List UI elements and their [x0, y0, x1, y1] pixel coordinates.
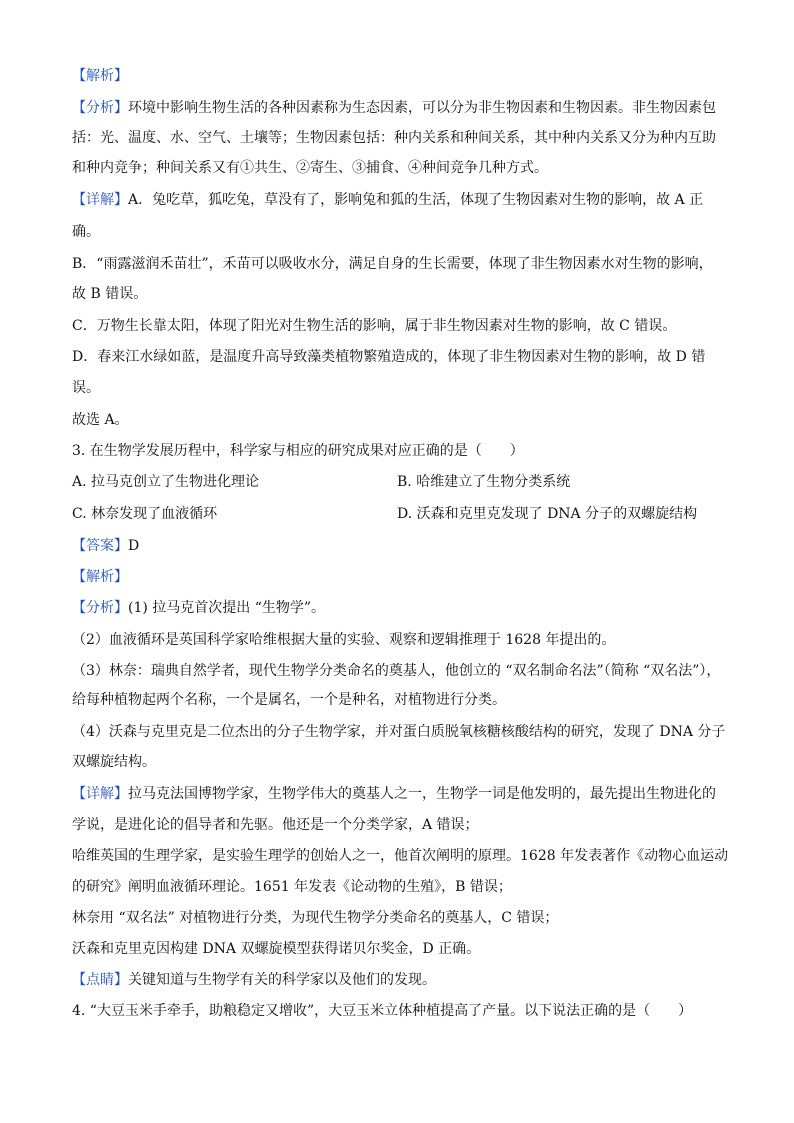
analysis-text: 环境中影响生物生活的各种因素称为生态因素，可以分为非生物因素和生物因素。非生物因素包 — [128, 100, 716, 116]
analysis-paragraph-line: 双螺旋结构。 — [72, 754, 156, 770]
analysis-paragraph-line: （4）沃森与克里克是二位杰出的分子生物学家，并对蛋白质脱氧核糖核酸结构的研究，发现了 DNA 分子 — [72, 724, 726, 740]
detail-paragraph-line — [72, 784, 732, 804]
detail-paragraph-line: C．万物生长靠太阳，体现了阳光对生物生活的影响，属于非生物因素对生物的影响，故 C 错误。 — [72, 318, 677, 334]
analysis-paragraph-line — [72, 598, 732, 618]
analysis-paragraph-line — [72, 98, 732, 118]
detail-paragraph-line: 哈维英国的生理学家，是实验生理学的创始人之一，他首次阐明的原理。1628 年发表著作《动物心血运动 — [72, 848, 729, 864]
conclusion-line: 故选 A。 — [72, 412, 129, 428]
key-point-line — [72, 970, 732, 990]
tag-xiangjie: 【详解】 — [72, 192, 128, 208]
analysis-paragraph-line: （3）林奈：瑞典自然学者，现代生物学分类命名的奠基人，他创立的 “双名制命名法”（简称 “双名法”）， — [72, 663, 721, 679]
detail-paragraph-line: 的研究》阐明血液循环理论。1651 年发表《论动物的生殖》，B 错误； — [72, 879, 512, 895]
analysis-paragraph-line: 括：光、温度、水、空气、土壤等；生物因素包括：种内关系和种间关系，其中种内关系又分为种内互助 — [72, 130, 716, 146]
detail-paragraph-line — [72, 190, 732, 210]
analysis-paragraph-line: （2）血液循环是英国科学家哈维根据大量的实验、观察和逻辑推理于 1628 年提出的。 — [72, 632, 616, 648]
detail-paragraph-line: 误。 — [72, 380, 100, 396]
detail-paragraph-line: D．春来江水绿如蓝，是温度升高导致藻类植物繁殖造成的，体现了非生物因素对生物的影响，故 D 错 — [72, 349, 706, 365]
tag-dianjing: 【点睛】 — [72, 972, 128, 988]
question-4-stem: 4. “大豆玉米手牵手，助粮稳定又增收”，大豆玉米立体种植提高了产量。以下说法正确的是（ ） — [72, 1003, 693, 1019]
analysis-heading — [72, 567, 732, 587]
tag-jiexi: 【解析】 — [72, 68, 128, 84]
answer-line — [72, 536, 732, 556]
tag-xiangjie: 【详解】 — [72, 786, 128, 802]
detail-paragraph-line: 学说，是进化论的倡导者和先驱。他还是一个分类学家，A 错误； — [72, 817, 479, 833]
tag-fenxi: 【分析】 — [72, 100, 128, 116]
detail-text: A．兔吃草，狐吃兔，草没有了，影响兔和狐的生活，体现了生物因素对生物的影响，故 A 正 — [128, 192, 704, 208]
question-3-option-d: D. 沃森和克里克发现了 DNA 分子的双螺旋结构 — [397, 506, 698, 522]
detail-paragraph-line: 林奈用 “双名法” 对植物进行分类，为现代生物学分类命名的奠基人，C 错误； — [72, 910, 559, 926]
key-point-text: 关键知道与生物学有关的科学家以及他们的发现。 — [128, 972, 436, 988]
analysis-heading — [72, 66, 732, 86]
analysis-paragraph-line: 给每种植物起两个名称，一个是属名，一个是种名，对植物进行分类。 — [72, 692, 506, 708]
question-3-option-a: A. 拉马克创立了生物进化理论 — [72, 474, 260, 490]
analysis-paragraph-line: 和种内竞争；种间关系又有①共生、②寄生、③捕食、④种间竞争几种方式。 — [72, 160, 548, 176]
detail-paragraph-line: 沃森和克里克因构建 DNA 双螺旋模型获得诺贝尔奖金，D 正确。 — [72, 941, 481, 957]
detail-paragraph-line: B．“雨露滋润禾苗壮”，禾苗可以吸收水分，满足自身的生长需要，体现了非生物因素水对生物的影响， — [72, 256, 713, 272]
tag-daan: 【答案】 — [72, 538, 128, 554]
detail-paragraph-line: 故 B 错误。 — [72, 286, 148, 302]
tag-jiexi: 【解析】 — [72, 569, 128, 585]
question-3-option-c: C. 林奈发现了血液循环 — [72, 506, 218, 522]
question-3-stem: 3. 在生物学发展历程中，科学家与相应的研究成果对应正确的是（ ） — [72, 443, 524, 459]
analysis-text: (1) 拉马克首次提出 “生物学”。 — [128, 600, 326, 616]
answer-value: D — [128, 538, 140, 554]
tag-fenxi: 【分析】 — [72, 600, 128, 616]
detail-paragraph-line: 确。 — [72, 224, 100, 240]
detail-text: 拉马克法国博物学家，生物学伟大的奠基人之一，生物学一词是他发明的，最先提出生物进化的 — [128, 786, 716, 802]
question-3-option-b: B. 哈维建立了生物分类系统 — [397, 474, 571, 490]
